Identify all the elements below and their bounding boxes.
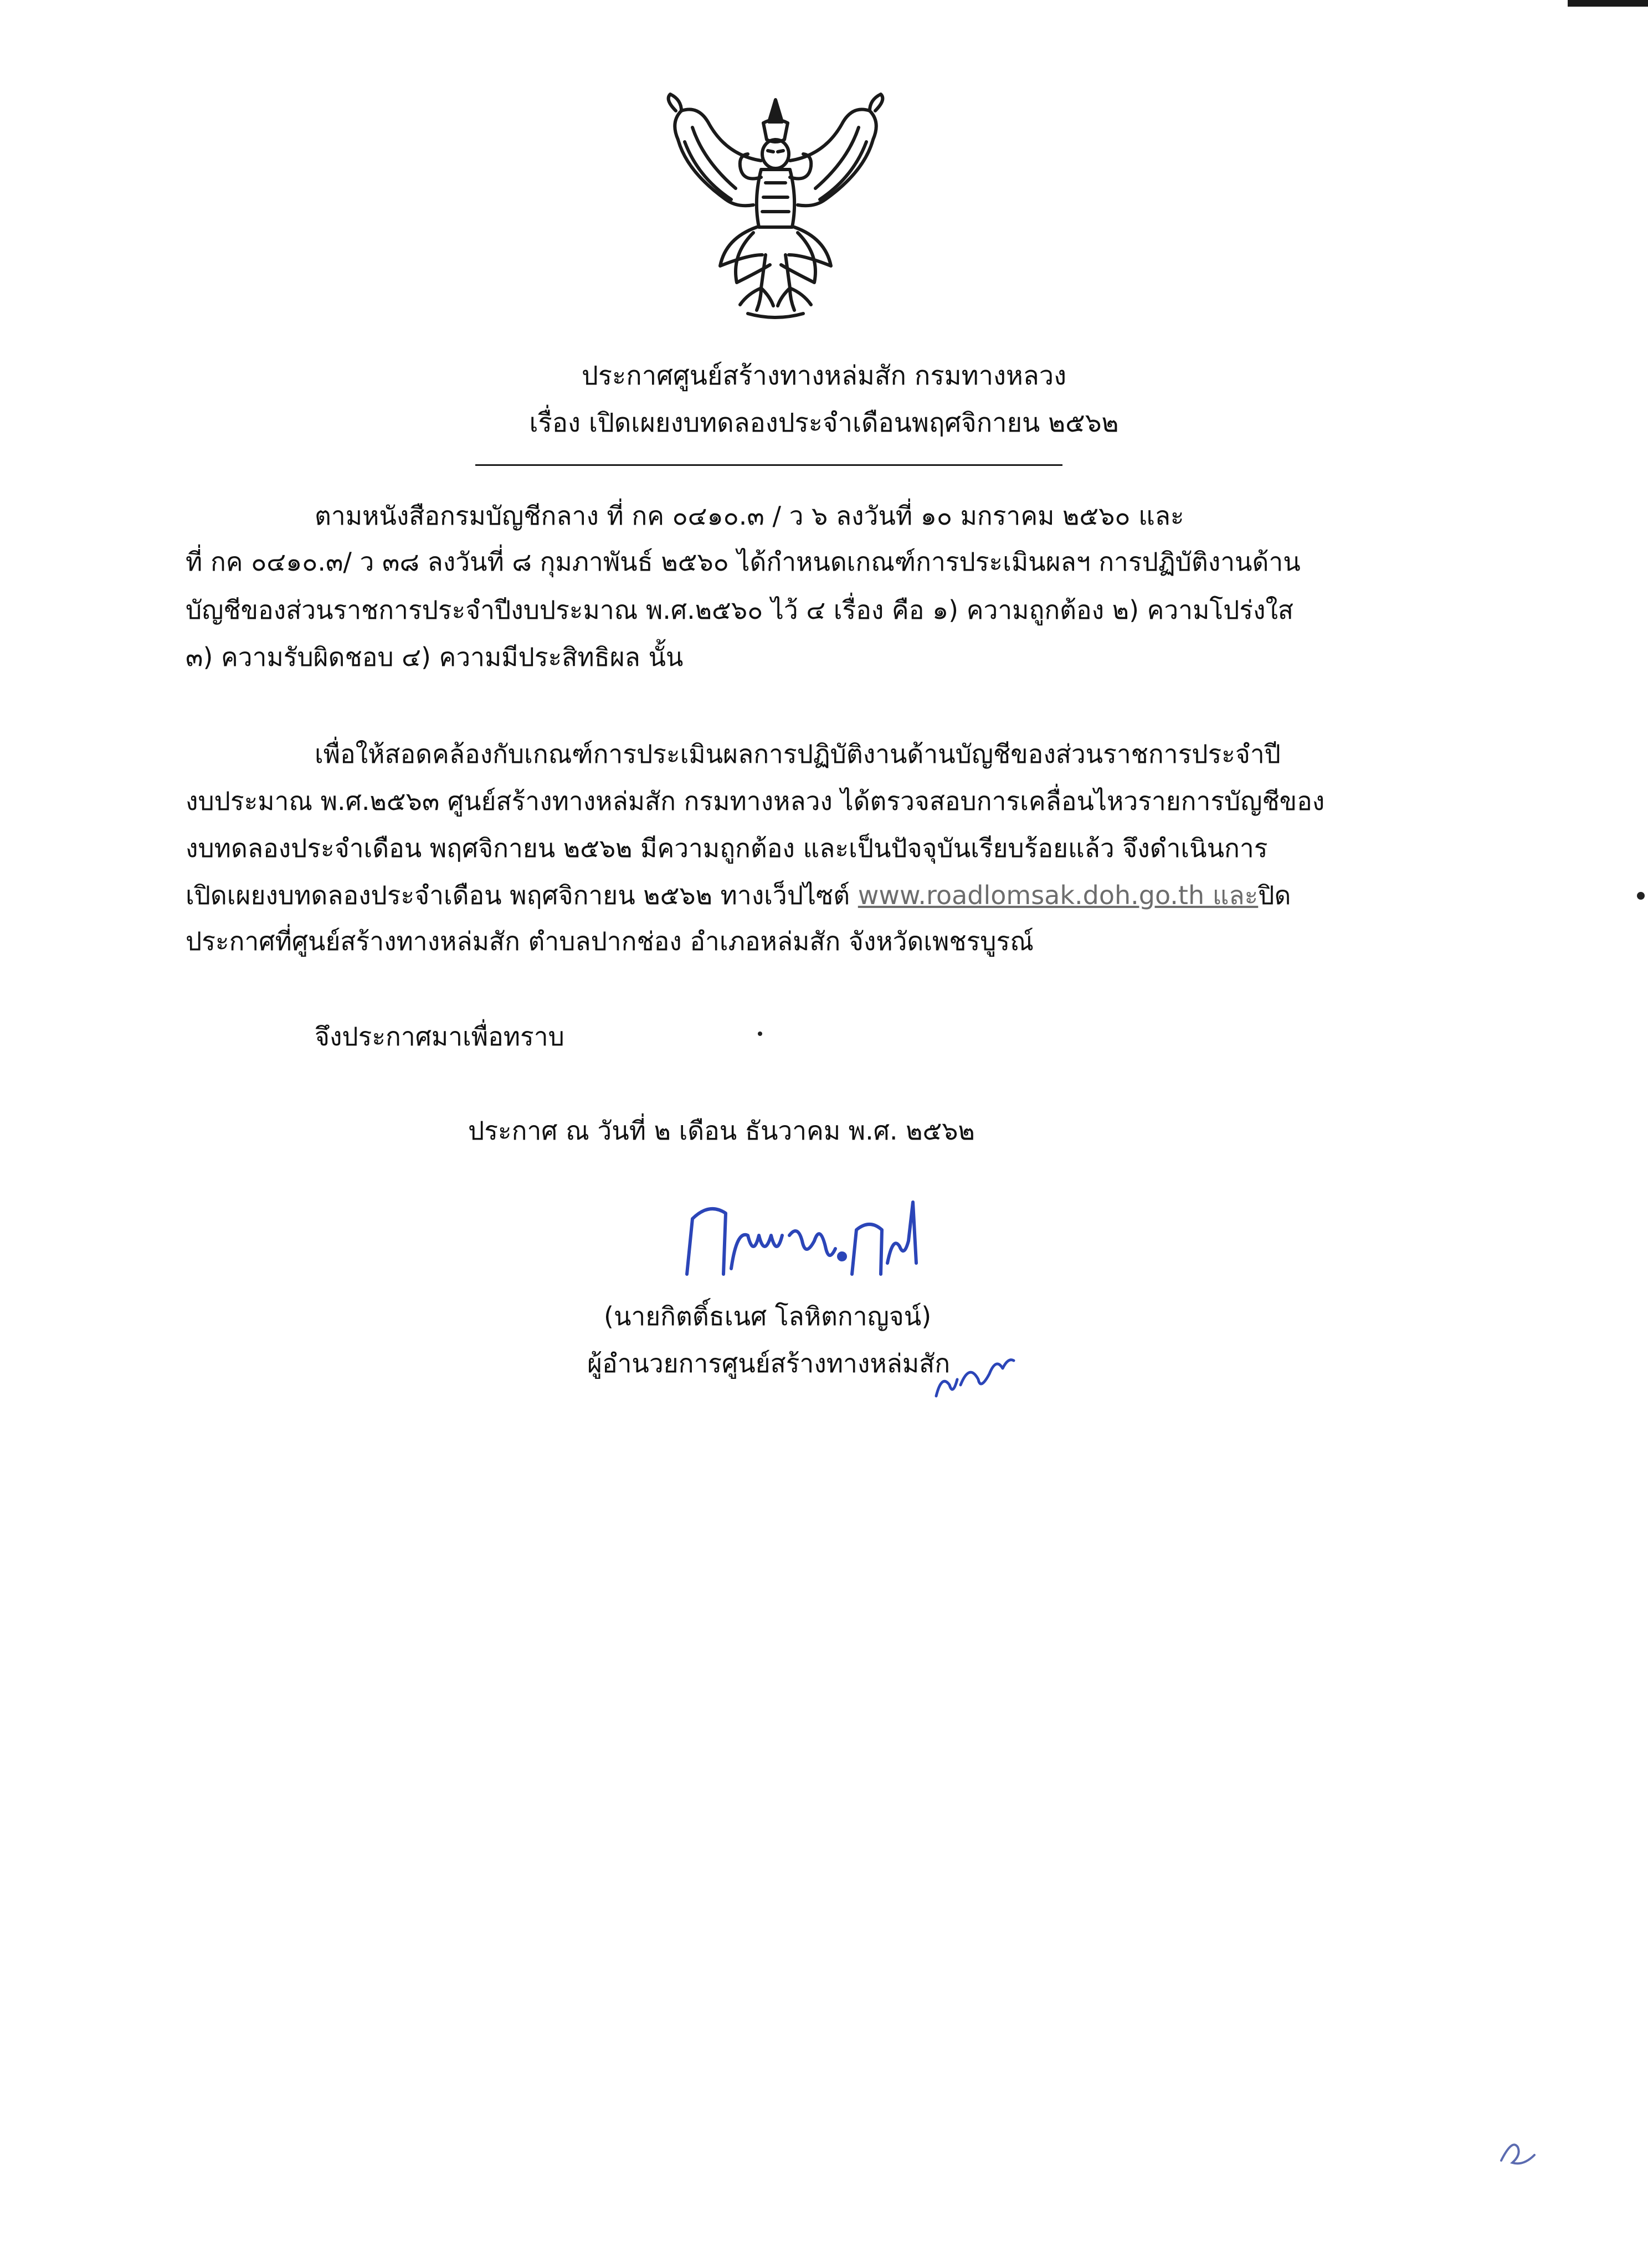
paragraph1-line4: ๓) ความรับผิดชอบ ๔) ความมีประสิทธิผล นั้น	[186, 642, 684, 672]
announcement-date: ประกาศ ณ วันที่ ๒ เดือน ธันวาคม พ.ศ. ๒๕๖๒	[468, 1116, 975, 1146]
garuda-emblem-icon	[643, 89, 908, 321]
paragraph2-line4	[186, 878, 1291, 912]
paragraph1-line3: บัญชีของส่วนราชการประจำปีงบประมาณ พ.ศ.๒๕๖๐ ไว้ ๔ เรื่อง คือ ๑) ความถูกต้อง ๒) ความโปร่งใส	[186, 595, 1294, 625]
handwritten-signature	[676, 1191, 931, 1280]
scan-speck	[1637, 892, 1645, 900]
stray-dot	[758, 1032, 762, 1036]
paragraph1-line1: ตามหนังสือกรมบัญชีกลาง ที่ กค ๐๔๑๐.๓ / ว ๖ ลงวันที่ ๑๐ มกราคม ๒๕๖๐ และ	[315, 501, 1184, 531]
signatory-name: (นายกิตติ์ธเนศ โลหิตกาญจน์)	[604, 1301, 932, 1331]
page-number-mark	[1496, 2127, 1540, 2172]
website-link[interactable]: www.roadlomsak.doh.go.th และ	[858, 880, 1259, 910]
handwritten-initials	[931, 1341, 1019, 1402]
signatory-position: ผู้อำนวยการศูนย์สร้างทางหล่มสัก	[587, 1348, 951, 1378]
paragraph2-line2: งบประมาณ พ.ศ.๒๕๖๓ ศูนย์สร้างทางหล่มสัก กรมทางหลวง ได้ตรวจสอบการเคลื่อนไหวรายการบัญชีของ	[186, 786, 1325, 816]
scan-corner-mark	[1568, 0, 1648, 7]
announcement-title: ประกาศศูนย์สร้างทางหล่มสัก กรมทางหลวง	[581, 361, 1067, 391]
paragraph2-line1: เพื่อให้สอดคล้องกับเกณฑ์การประเมินผลการปฏิบัติงานด้านบัญชีของส่วนราชการประจำปี	[315, 739, 1281, 769]
paragraph2-line5: ประกาศที่ศูนย์สร้างทางหล่มสัก ตำบลปากช่อง อำเภอหล่มสัก จังหวัดเพชรบูรณ์	[186, 926, 1034, 956]
announcement-subject: เรื่อง เปิดเผยงบทดลองประจำเดือนพฤศจิกายน ๒๕๖๒	[529, 408, 1119, 438]
paragraph2-line4-suffix: ปิด	[1258, 880, 1291, 910]
paragraph2-line3: งบทดลองประจำเดือน พฤศจิกายน ๒๕๖๒ มีความถูกต้อง และเป็นปัจจุบันเรียบร้อยแล้ว จึงดำเนินการ	[186, 833, 1268, 863]
closing-statement: จึงประกาศมาเพื่อทราบ	[315, 1022, 564, 1051]
paragraph2-line4-prefix: เปิดเผยงบทดลองประจำเดือน พฤศจิกายน ๒๕๖๒ ทางเว็ปไซต์	[186, 880, 858, 910]
title-divider	[475, 464, 1062, 466]
paragraph1-line2: ที่ กค ๐๔๑๐.๓/ ว ๓๘ ลงวันที่ ๘ กุมภาพันธ์ ๒๕๖๐ ได้กำหนดเกณฑ์การประเมินผลฯ การปฏิบัติงานด้าน	[186, 547, 1301, 577]
